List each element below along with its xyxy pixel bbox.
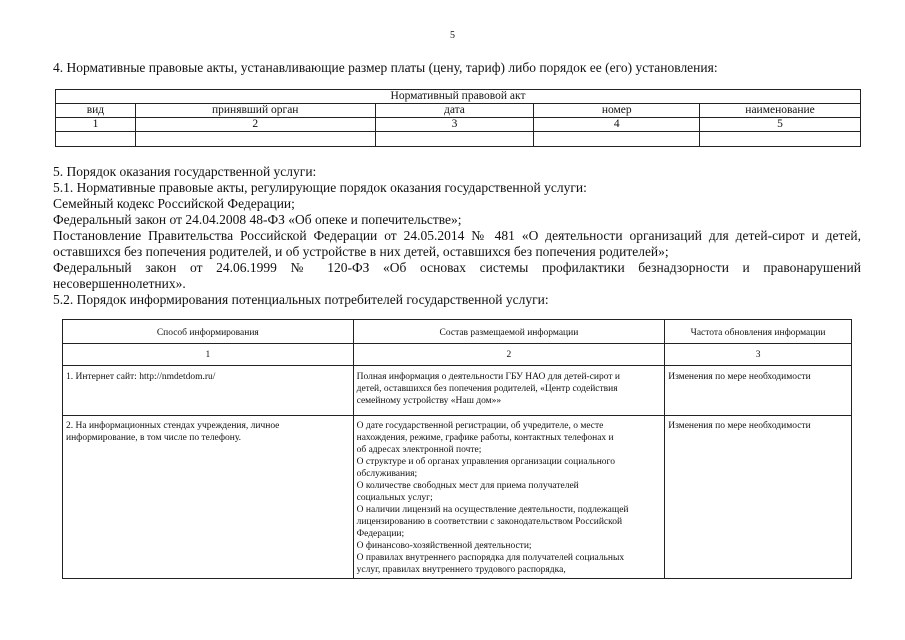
- column-header: Частота обновления информации: [665, 320, 852, 344]
- table-group-header: Нормативный правовой акт: [56, 90, 861, 104]
- column-header: принявший орган: [135, 104, 375, 118]
- regulatory-acts-table: [55, 89, 861, 147]
- column-header: номер: [534, 104, 700, 118]
- column-number: 4: [534, 118, 700, 132]
- information-table: [62, 319, 852, 579]
- table-row: [63, 366, 852, 416]
- act-item: Федеральный закон от 24.06.1999 № 120-ФЗ «Об основах системы профилактики безнадзорности и правонарушений: [53, 260, 861, 275]
- act-item: Семейный кодекс Российской Федерации;: [53, 196, 295, 211]
- column-number: 2: [135, 118, 375, 132]
- column-number: 1: [56, 118, 136, 132]
- column-number: 5: [700, 118, 861, 132]
- column-number: 2: [353, 344, 665, 366]
- section4-heading: 4. Нормативные правовые акты, устанавливающие размер платы (цену, тариф) либо порядок ее (его) установления:: [53, 60, 718, 75]
- column-header: дата: [375, 104, 534, 118]
- section5-heading: 5. Порядок оказания государственной услуги:: [53, 164, 317, 179]
- column-header: наименование: [700, 104, 861, 118]
- table-row: [56, 132, 861, 147]
- method-cell: 2. На информационных стендах учреждения, личное информирование, в том числе по телефону.: [63, 416, 354, 579]
- act-item: Постановление Правительства Российской Федерации от 24.05.2014 № 481 «О деятельности организаций для детей-сирот и детей,: [53, 228, 861, 243]
- column-header: Способ информирования: [63, 320, 354, 344]
- section5-1-heading: 5.1. Нормативные правовые акты, регулирующие порядок оказания государственной услуги:: [53, 180, 587, 195]
- act-item: несовершеннолетних».: [53, 276, 186, 291]
- column-header: Состав размещаемой информации: [353, 320, 665, 344]
- act-item: оставшихся без попечения родителей, и об устройстве в них детей, оставшихся без попечения родителей»;: [53, 244, 669, 259]
- frequency-cell: Изменения по мере необходимости: [665, 366, 852, 416]
- column-number: 3: [375, 118, 534, 132]
- section5-2-heading: 5.2. Порядок информирования потенциальных потребителей государственной услуги:: [53, 292, 549, 307]
- act-item: Федеральный закон от 24.04.2008 48-ФЗ «Об опеке и попечительстве»;: [53, 212, 462, 227]
- frequency-cell: Изменения по мере необходимости: [665, 416, 852, 579]
- column-number: 1: [63, 344, 354, 366]
- table-row: [63, 416, 852, 579]
- content-cell: Полная информация о деятельности ГБУ НАО для детей-сирот и детей, оставшихся без попечения родителей, «Центр содействия семейному устройству «Наш дом»»: [353, 366, 665, 416]
- column-number: 3: [665, 344, 852, 366]
- page-number: 5: [450, 30, 455, 41]
- content-cell: О дате государственной регистрации, об учредителе, о месте нахождения, режиме, графике работы, контактных телефонах и об адресах электронной почте; О структуре и об органах управления организации социального обслуживания; О количестве свободных мест для приема получателей социальных услуг; О наличии лицензий на осуществление деятельности, подлежащей лицензированию в соответствии с законодательством Российской Федерации; О финансово-хозяйственной деятельности; О правилах внутреннего распорядка для получателей социальных услуг, правилах внутреннего трудового распорядка,: [353, 416, 665, 579]
- column-header: вид: [56, 104, 136, 118]
- method-cell: 1. Интернет сайт: http://nmdetdom.ru/: [63, 366, 354, 416]
